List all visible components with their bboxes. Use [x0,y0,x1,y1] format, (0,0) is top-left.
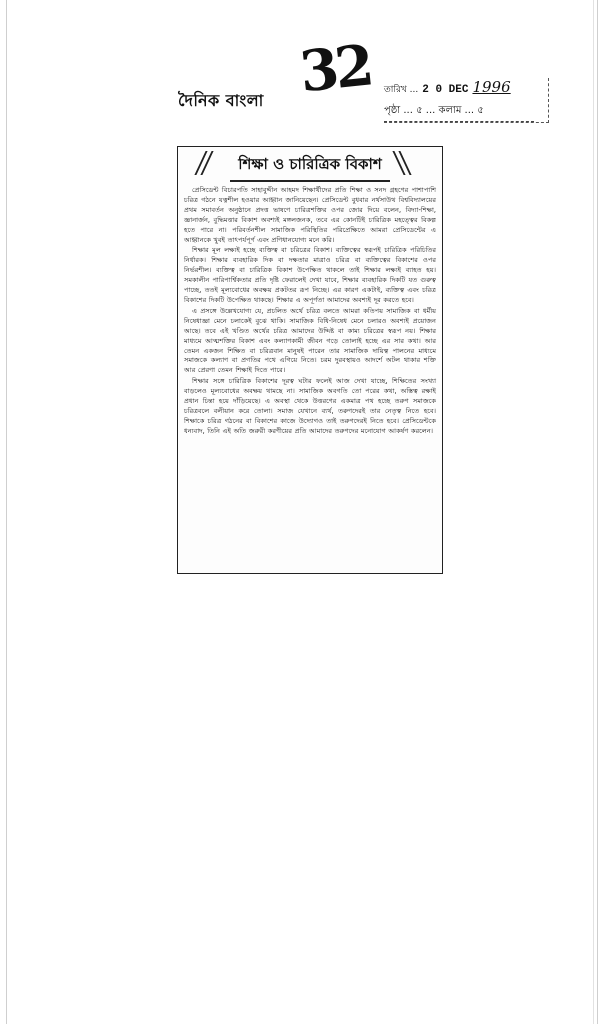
scan-edge-right [597,0,598,1024]
stamp-page-label: পৃষ্ঠা ... ৫ ... কলাম ... ৫ [384,103,534,122]
scan-edge-left [6,0,7,1024]
headline-banner [184,151,436,182]
article-paragraph: প্রেসিডেন্ট বিচারপতি সাহাবুদ্দীন আহমদ শিক্ষার্থীদের প্রতি শিক্ষা ও সনদ গ্রহণের পাশাপাশি চরিত্র গঠনে যত্নশীল হওয়ার আহ্বান জানিয়েছেন। প্রেসিডেন্ট বুধবার নর্থসাউথ বিশ্ববিদ্যালয়ের প্রথম সমাবর্তন অনুষ্ঠানে প্রদত্ত ভাষণে চারিত্রশক্তির ওপর জোর দিয়ে বলেন, বিদ্যা-শিক্ষা, জ্ঞানার্জন, বুদ্ধিমত্তার বিকাশ অবশ্যই মঙ্গলজনক, তবে এর কোনটিই চারিত্রিক মহত্ত্বের বিকল্প হতে পারে না। পরিবর্তনশীল সামাজিক পরিস্থিতির পরিপ্রেক্ষিতে আমরা প্রেসিডেন্টের এ আহ্বানকে খুবই তাৎপর্যপূর্ণ এবং প্রণিধানযোগ্য মনে করি। [184,186,436,244]
stamp-year: 1996 [472,78,511,96]
stamp-date-label: তারিখ ... [384,85,419,95]
stamp-date-row [384,78,546,97]
article-paragraph: শিক্ষার মূল লক্ষ্যই হচ্ছে ব্যক্তিত্ব বা চরিত্রের বিকাশ। ব্যক্তিত্বের স্বরূপই চারিত্রিক পরিচিতির নির্ধারক। শিক্ষার ব্যবহারিক দিক বা দক্ষতার মাত্রাও চরিত্র বা ব্যক্তিত্বের বিকাশের ওপর নির্ভরশীল। ব্যক্তিত্ব বা চারিত্রিক বিকাশ উপেক্ষিত থাকলে তাই শিক্ষার লক্ষ্যই ব্যাহত হয়। সমকালীন পারিপার্শ্বিকতার প্রতি দৃষ্টি ফেরালেই দেখা যাবে, শিক্ষার ব্যবহারিক দিকটি যত গুরুত্ব পাচ্ছে, ততই মূল্যবোধের অবক্ষয় প্রকটতর রূপ নিচ্ছে। এর কারণ একটাই, ব্যক্তিত্ব এবং চরিত্র বিকাশের দিকটি উপেক্ষিত থাকছে। শিক্ষার এ অপূর্ণতা আমাদের অবশ্যই দূর করতে হবে। [184,246,436,304]
newspaper-name: দৈনিক বাংলা [178,91,264,110]
scan-edge-right-inner [593,0,594,1024]
article-paragraph: শিক্ষার সঙ্গে চারিত্রিক বিকাশের দূরত্ব ঘটার ফলেই আজ দেখা যাচ্ছে, শিক্ষিতের সংখ্যা বাড়লেও মূল্যবোধের অবক্ষয় থামছে না। সামাজিক অবগতি তো পরের কথা, অস্তিত্ব রক্ষাই প্রধান চিন্তা হয়ে দাঁড়িয়েছে। এ অবস্থা থেকে উত্তরণের একমাত্র পথ হচ্ছে তরুণ সমাজকে চরিত্রবলে বলীয়ান করে তোলা। সমাজ যেখানে ব্যর্থ, তরুণদেরই তার নেতৃত্ব নিতে হবে। শিক্ষাকে চরিত্র গঠনের বা বিকাশের কাজে উদ্যোগও তাই তরুণদেরই নিতে হবে। প্রেসিডেন্টকে ধন্যবাদ, তিনি এই অতি জরুরী করণীয়ের প্রতি আমাদের তরুণদের মনোযোগ আকর্ষণ করলেন। [184,377,436,435]
stamp-date-value: 2 0 DEC [422,84,469,96]
article-paragraph: এ প্রসঙ্গে উল্লেখযোগ্য যে, প্রচলিত অর্থে চরিত্র বলতে আমরা কতিপয় সামাজিক বা ধর্মীয় নিষেধাজ্ঞা মেনে চলাকেই বুঝে থাকি। সামাজিক বিধি-নিষেধ মেনে চলারও অবশ্যই প্রয়োজন আছে। তবে এই খণ্ডিত অর্থের চরিত্র আমাদের উদ্দিষ্ট বা কাম্য চরিত্রের স্বরূপ নয়। শিক্ষার মাধ্যমে আত্মশক্তির বিকাশ এবং কল্যাণকামী জীবন গড়ে তোলাই হচ্ছে এর সার কথা। আর তেমন একজন শিক্ষিত বা চরিত্রবান মানুষই পারেন তার সামাজিক দায়িত্ব পালনের মাধ্যমে সমাজকে কল্যাণ বা প্রগতির পথে এগিয়ে নিতে। চরম দুরবস্থায়ও আদর্শে অটল থাকার শক্তি আর প্রেরণা তেমন শিক্ষাই দিতে পারে। [184,306,436,375]
article-headline: শিক্ষা ও চারিত্রিক বিকাশ [230,151,390,182]
newspaper-clipping [177,146,443,574]
handwritten-page-number: 32 [296,32,374,106]
date-stamp [384,78,546,122]
